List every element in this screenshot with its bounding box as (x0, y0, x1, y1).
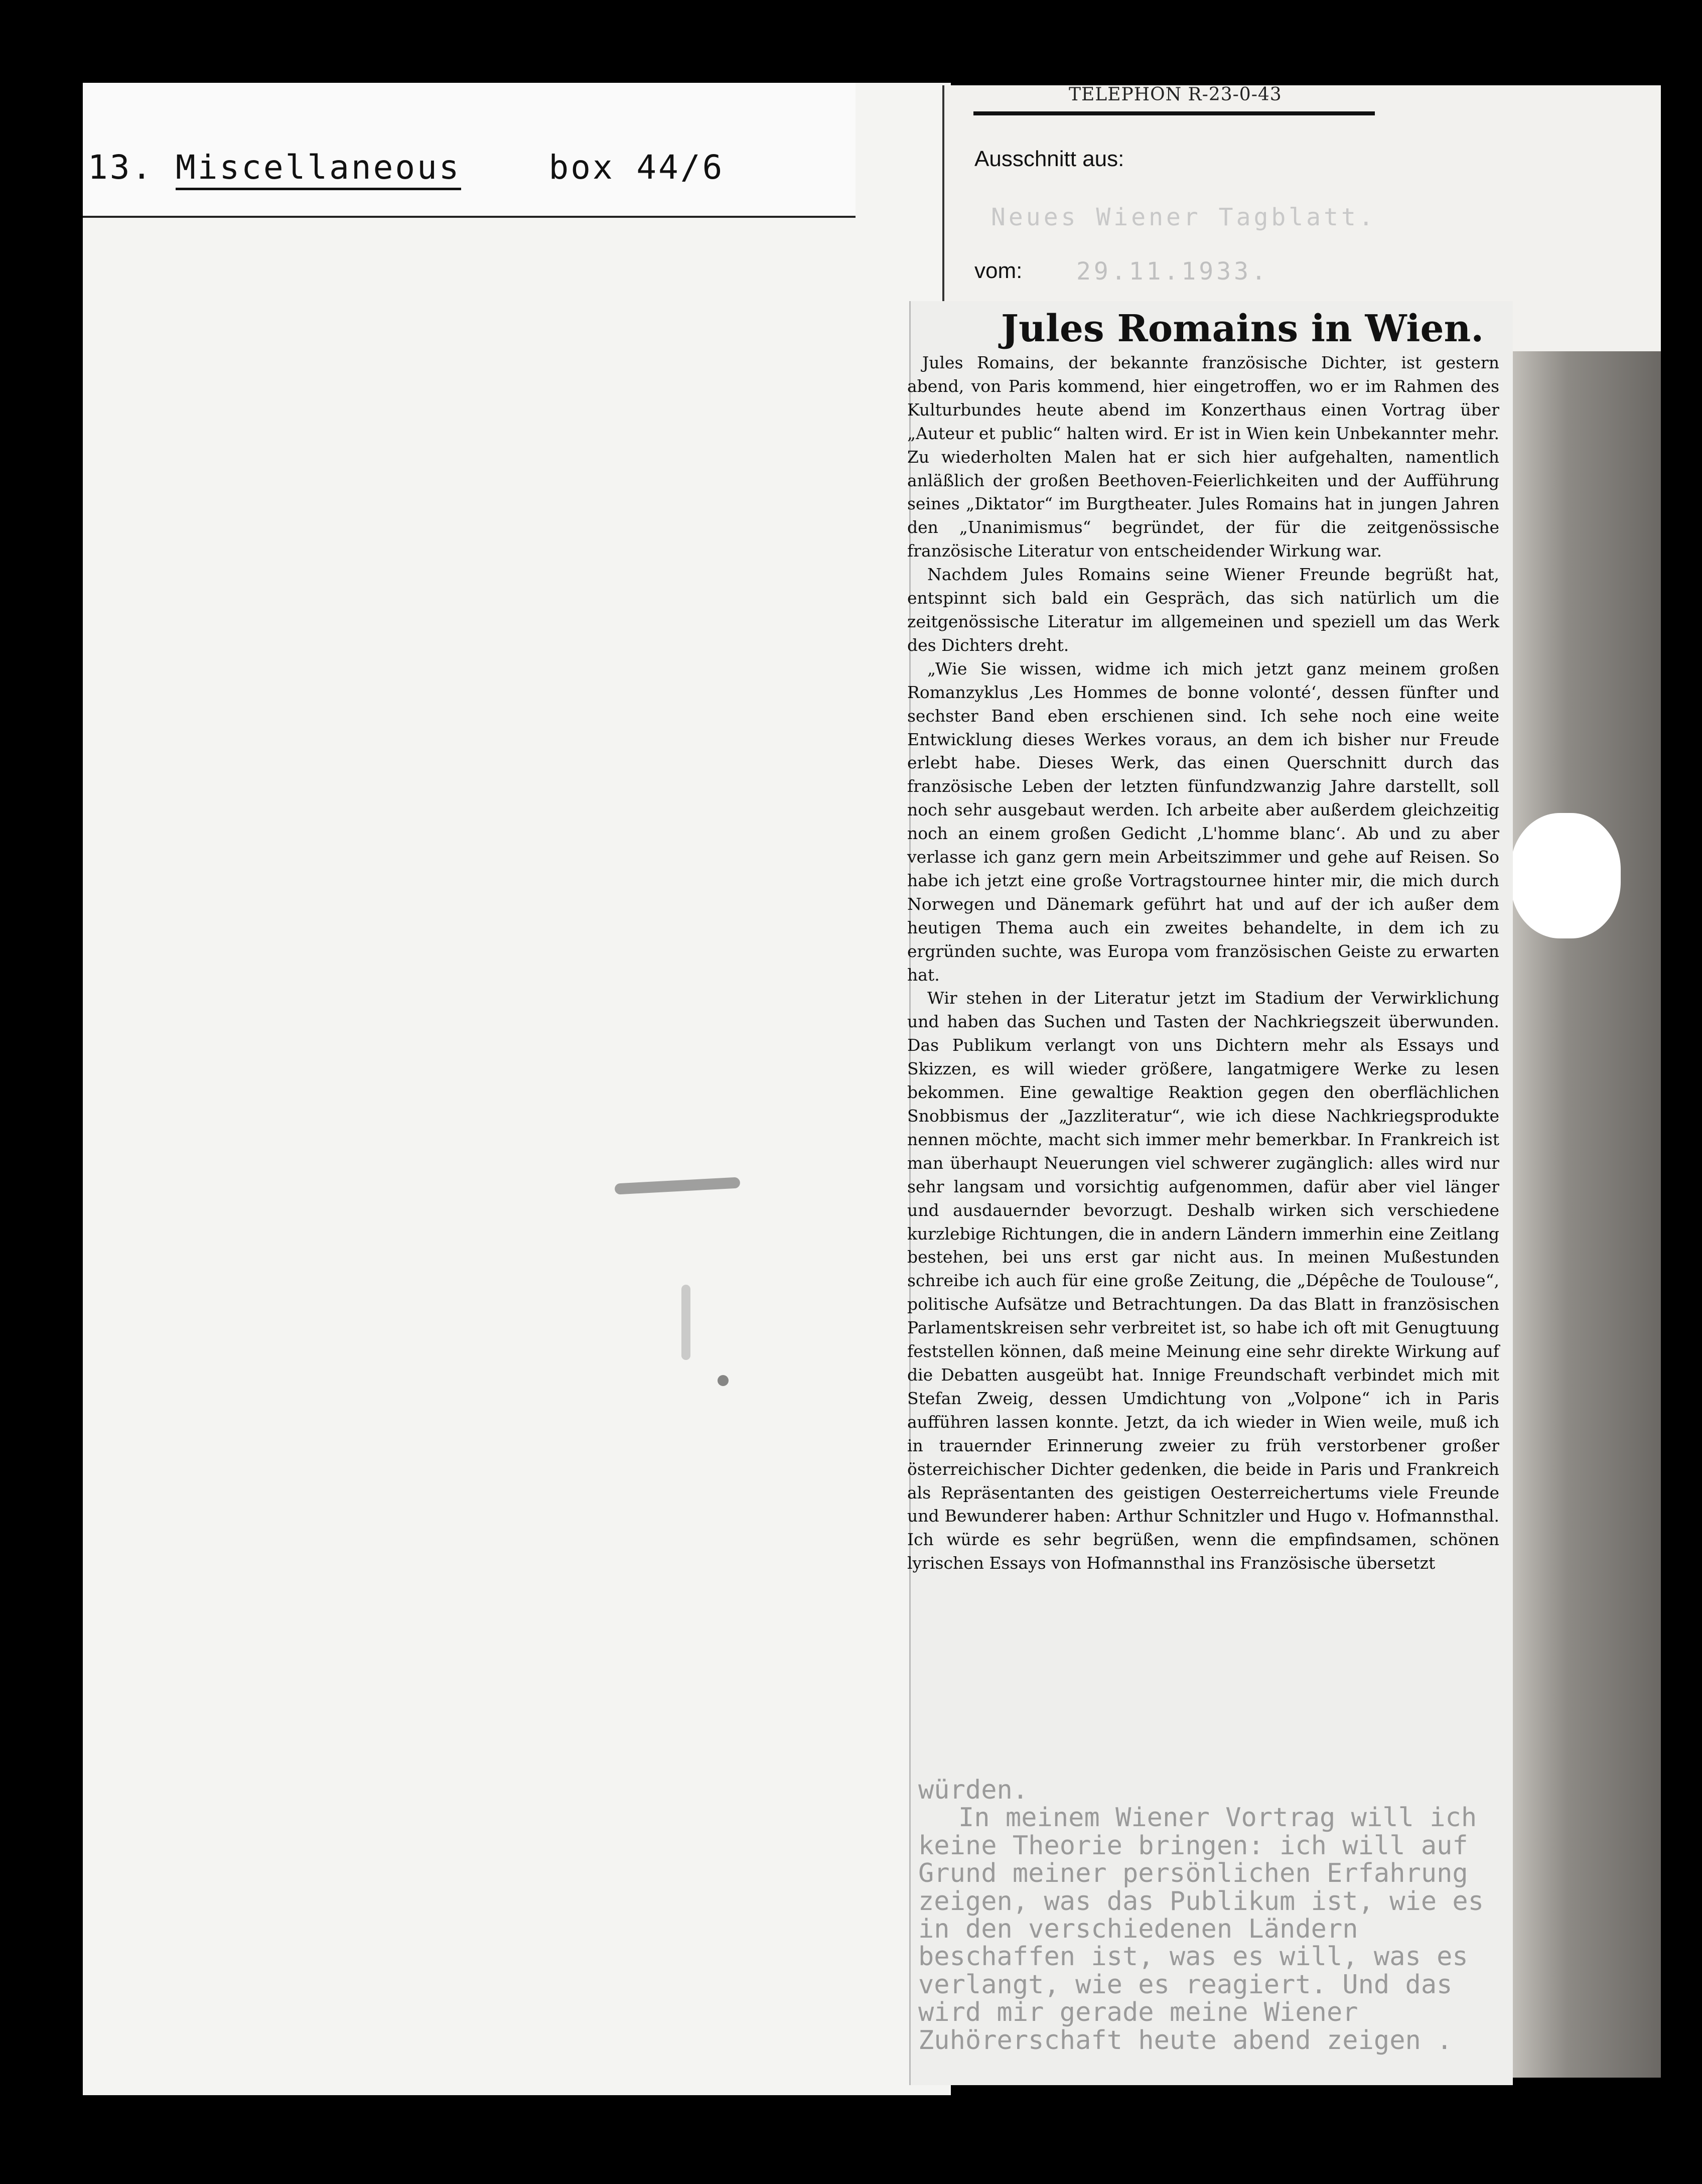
archive-page-left (83, 83, 951, 2095)
article-paragraph: Jules Romains, der bekannte französische Dichter, ist gestern abend, von Paris kommend, hier eingetroffen, wo er im Rahmen des Kulturbundes heute abend im Konzerthaus einen Vortrag über „Auteur et public“ halten wird. Er ist in Wien kein Unbekannter mehr. Zu wiederholten Malen hat er sich hier aufgehalten, namentlich anläßlich der großen Beethoven-Feierlichkeiten und der Aufführung seines „Diktator“ im Burgtheater. Jules Romains hat in jungen Jahren den „Unanimismus“ begründet, der für die zeitgenössische französische Literatur von entscheidender Wirkung war. (907, 353, 1499, 561)
vom-label: vom: (974, 258, 1023, 283)
vom-date: 29.11.1933. (1076, 257, 1269, 286)
typed-paragraph: In meinem Wiener Vortrag will ich keine Theorie bringen: ich will auf Grund meiner persönlichen Erfahrung zeigen, was das Publikum ist, wie es in den verschiedenen Ländern beschaffen ist, was es will, was es verlangt, wie es reagiert. Und das wird mir gerade meine Wiener Zuhörerschaft heute abend zeigen . (918, 1803, 1484, 2056)
article-paragraph: Nachdem Jules Romains seine Wiener Freunde begrüßt hat, entspinnt sich bald ein Gespräch, das sich natürlich um die zeitgenössische Literatur im allgemeinen und speziell um das Werk des Dichters dreht. (907, 565, 1499, 655)
telephone-rule (973, 111, 1375, 115)
article-title: Jules Romains in Wien. (1001, 307, 1484, 350)
typed-continuation (918, 1777, 1505, 2055)
smudge-mark (718, 1375, 729, 1386)
article-body (907, 351, 1499, 1575)
label-category: Miscellaneous (176, 148, 461, 190)
header-divider (942, 85, 944, 321)
label-number: 13. (88, 148, 154, 187)
paper-blot (1510, 813, 1621, 938)
smudge-mark (681, 1285, 690, 1360)
typed-line: würden. (918, 1775, 1029, 1805)
label-box: box 44/6 (548, 148, 725, 187)
page-shadow (1505, 351, 1661, 2078)
ausschnitt-value: Neues Wiener Tagblatt. (991, 203, 1376, 231)
ausschnitt-label: Ausschnitt aus: (974, 147, 1124, 171)
article-paragraph: Wir stehen in der Literatur jetzt im Stadium der Verwirklichung und haben das Suchen und Tasten der Nachkriegszeit überwunden. Das Publikum verlangt von uns Dichtern mehr als Essays und Skizzen, es will wieder größere, langatmigere Werke zu lesen bekommen. Eine gewaltige Reaktion gegen den oberflächlichen Snobbismus der „Jazzliteratur“, wie ich diese Nachkriegsprodukte nennen möchte, macht sich immer mehr bemerkbar. In Frankreich ist man überhaupt Neuerungen viel schwerer zugänglich: alles wird nur sehr langsam und vorsichtig aufgenommen, dafür aber viel länger und ausdauernder bevorzugt. Deshalb wirken sich verschiedene kurzlebige Richtungen, die in andern Ländern immerhin eine Zeitlang bestehen, bei uns erst gar nicht aus. In meinen Mußestunden schreibe ich auch für eine große Zeitung, die „Dépêche de Toulouse“, politische Aufsätze und Betrachtungen. Da das Blatt in französischen Parlamentskreisen sehr verbreitet ist, so habe ich oft mit Genugtuung feststellen können, daß meine Meinung eine sehr direkte Wirkung auf die Debatten ausgeübt hat. Innige Freundschaft verbindet mich mit Stefan Zweig, dessen Umdichtung von „Volpone“ ich in Paris aufführen lassen konnte. Jetzt, da ich wieder in Wien weile, muß ich in trauernder Erinnerung zweier zu früh verstorbener großer österreichischer Dichter gedenken, die beide in Paris und Frankreich als Repräsentanten des geistigen Oesterreichertums viele Freunde und Bewunderer haben: Arthur Schnitzler und Hugo v. Hofmannsthal. Ich würde es sehr begrüßen, wenn die empfindsamen, schönen lyrischen Essays von Hofmannsthal ins Französische übersetzt (907, 988, 1499, 1573)
article-paragraph: „Wie Sie wissen, widme ich mich jetzt ganz meinem großen Romanzyklus ‚Les Hommes de bonne volonté‘, dessen fünfter und sechster Band eben erschienen sind. Ich sehe noch eine weite Entwicklung dieses Werkes voraus, an dem ich bisher nur Freude erlebt habe. Dieses Werk, das einen Querschnitt durch das französische Leben der letzten fünfundzwanzig Jahre darstellt, soll noch sehr ausgebaut werden. Ich arbeite aber außerdem gleichzeitig noch an einem großen Gedicht ‚L'homme blanc‘. Ab und zu aber verlasse ich ganz gern mein Arbeitszimmer und gehe auf Reisen. So habe ich jetzt eine große Vortragstournee hinter mir, die mich durch Norwegen und Dänemark geführt hat und auf der ich außer dem heutigen Thema auch ein zweites behandelte, in dem ich zu ergründen suchte, was Europa vom französischen Geiste zu erwarten hat. (907, 658, 1499, 985)
archive-label (88, 148, 724, 187)
telephone-number: TELEPHON R-23-0-43 (1069, 84, 1282, 105)
